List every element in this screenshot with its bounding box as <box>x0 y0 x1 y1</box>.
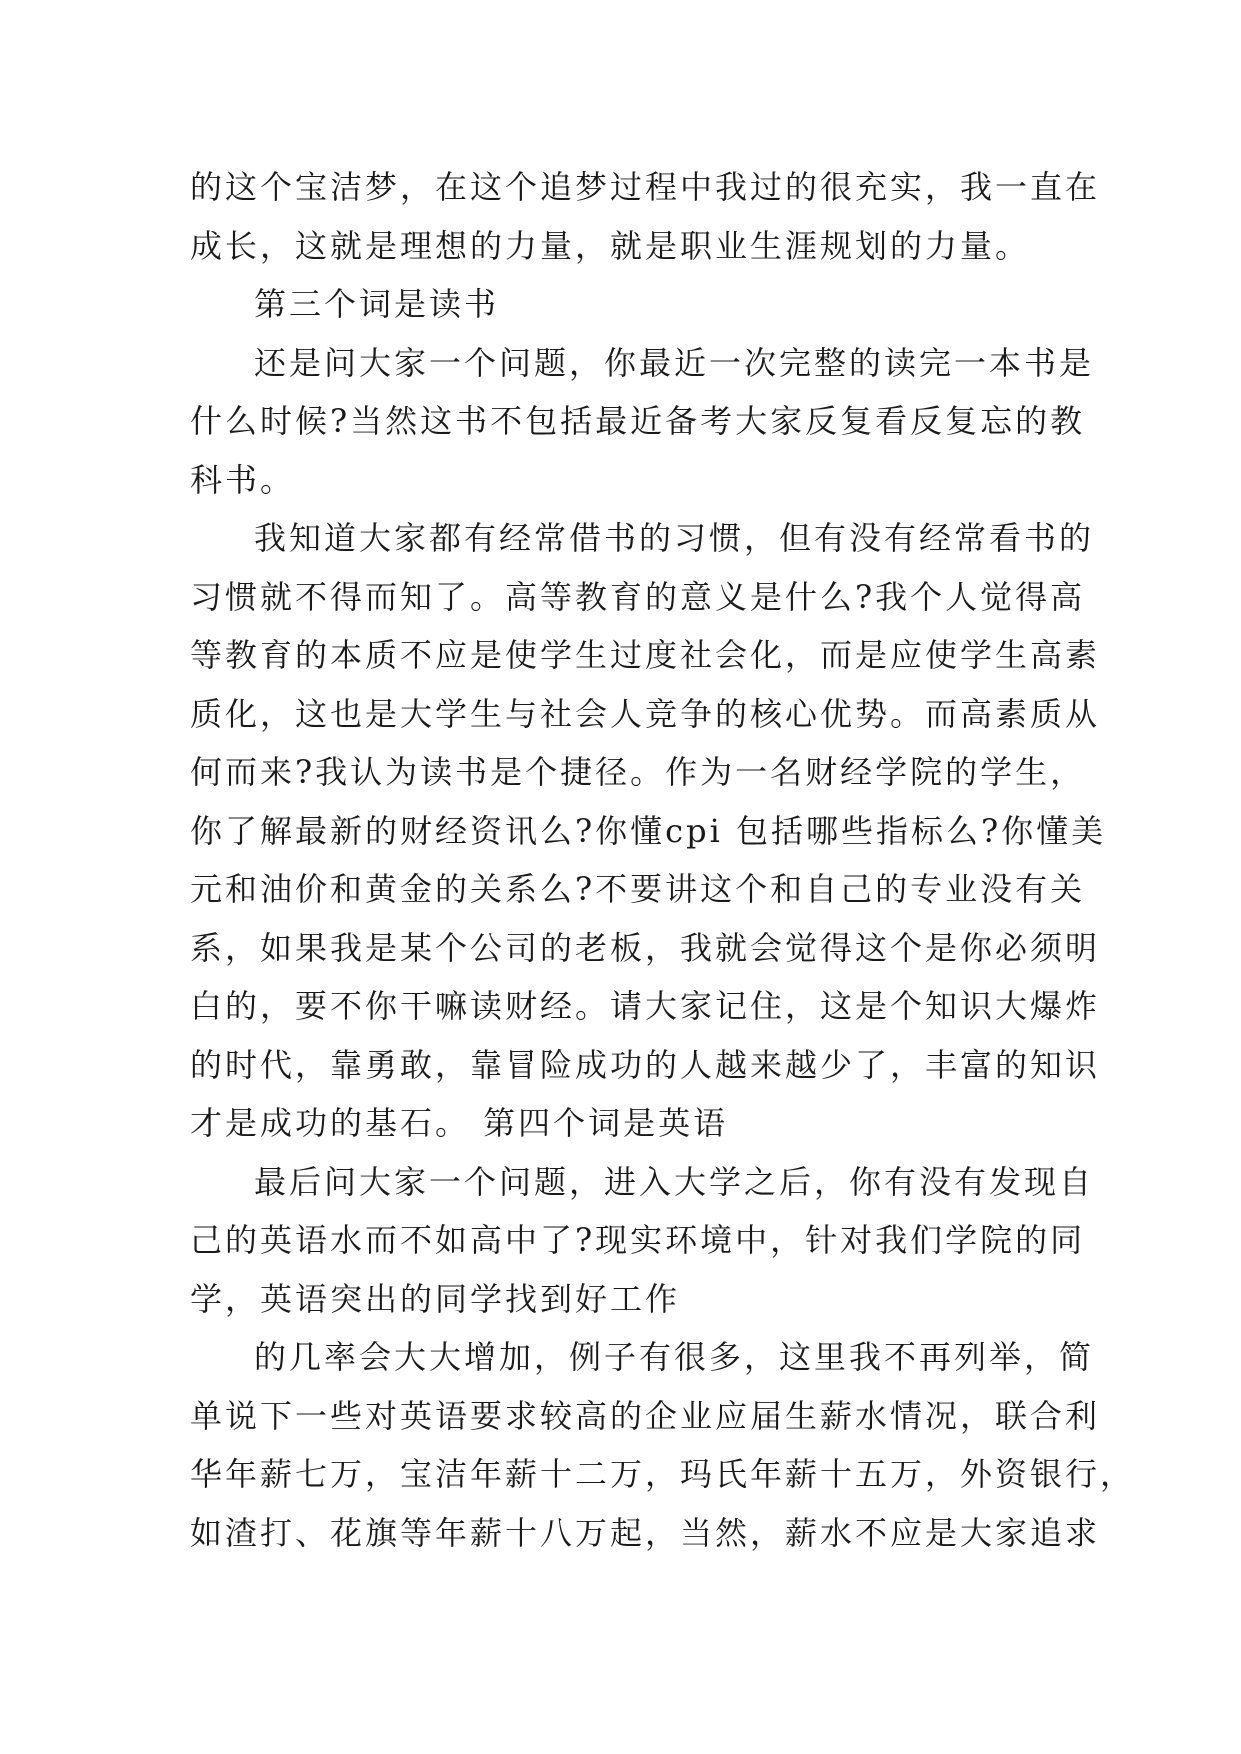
text-line: 学，英语突出的同学找到好工作 <box>190 1279 681 1318</box>
text-line: 质化，这也是大学生与社会人竞争的核心优势。而高素质从 <box>190 694 1101 733</box>
text-line: 科书。 <box>190 460 296 499</box>
text-line: 的时代，靠勇敢，靠冒险成功的人越来越少了，丰富的知识 <box>190 1045 1101 1084</box>
text-line: 我知道大家都有经常借书的习惯，但有没有经常看书的 <box>254 519 1095 557</box>
text-line: 成长，这就是理想的力量，就是职业生涯规划的力量。 <box>190 226 1031 265</box>
text-line: 系，如果我是某个公司的老板，我就会觉得这个是你必须明 <box>190 928 1101 967</box>
text-line: 还是问大家一个问题，你最近一次完整的读完一本书是 <box>254 343 1095 382</box>
text-line: 白的，要不你干嘛读财经。请大家记住，这是个知识大爆炸 <box>190 987 1101 1025</box>
text-line: 才是成功的基石。 第四个词是英语 <box>190 1104 729 1142</box>
text-line: 元和油价和黄金的关系么?不要讲这个和自己的专业没有关 <box>190 870 1086 908</box>
text-line: 的几率会大大增加，例子有很多，这里我不再列举，简 <box>254 1338 1095 1376</box>
text-line: 等教育的本质不应是使学生过度社会化，而是应使学生高素 <box>190 636 1101 674</box>
text-line: 华年薪七万，宝洁年薪十二万，玛氏年薪十五万，外资银行， <box>190 1455 1136 1493</box>
text-line: 如渣打、花旗等年薪十八万起，当然，薪水不应是大家追求 <box>190 1513 1101 1552</box>
text-line: 何而来?我认为读书是个捷径。作为一名财经学院的学生， <box>190 753 1086 791</box>
text-line: 什么时候?当然这书不包括最近备考大家反复看反复忘的教 <box>190 402 1086 440</box>
text-line: 的这个宝洁梦，在这个追梦过程中我过的很充实，我一直在 <box>190 168 1101 206</box>
text-line: 己的英语水而不如高中了?现实环境中，针对我们学院的同 <box>190 1221 1086 1259</box>
document-body <box>190 158 1136 1562</box>
text-line: 习惯就不得而知了。高等教育的意义是什么?我个人觉得高 <box>190 577 1086 616</box>
text-line: 最后问大家一个问题，进入大学之后，你有没有发现自 <box>254 1162 1095 1201</box>
text-line: 你了解最新的财经资讯么?你懂cpi 包括哪些指标么?你懂美 <box>190 811 1107 850</box>
section-heading: 第三个词是读书 <box>254 285 500 323</box>
text-line: 单说下一些对英语要求较高的企业应届生薪水情况，联合利 <box>190 1396 1101 1435</box>
